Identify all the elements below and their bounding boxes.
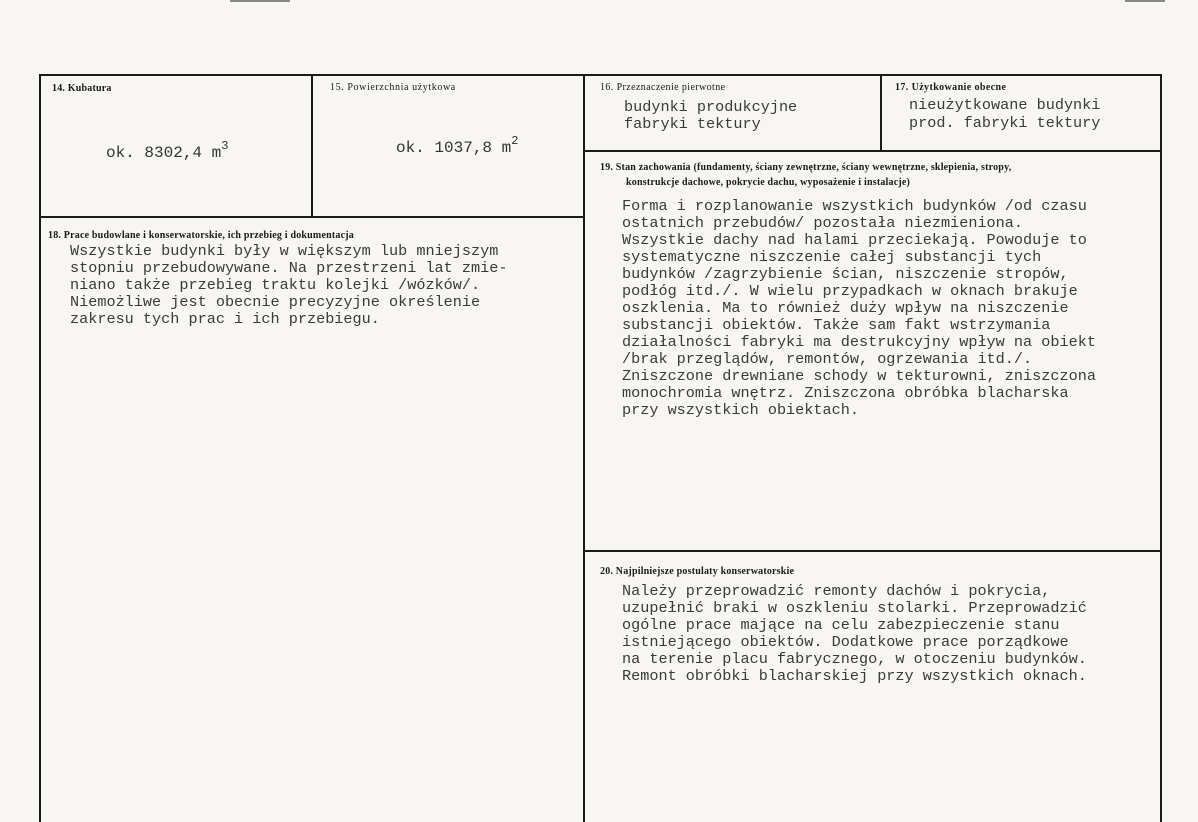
field-15-value xyxy=(396,134,518,157)
field-18-line: stopniu przebudowywane. Na przestrzeni lat zmie- xyxy=(70,259,508,277)
field-18-line: Niemożliwe jest obecnie precyzyjne określenie xyxy=(70,293,481,311)
field-19-line: przy wszystkich obiektach. xyxy=(622,401,859,419)
grid-line-14-15 xyxy=(311,74,313,218)
field-15-number: ok. 1037,8 m xyxy=(396,139,512,157)
grid-line-under-19 xyxy=(583,550,1162,552)
field-20-line: istniejącego obiektów. Dodatkowe prace porządkowe xyxy=(622,633,1069,651)
field-18-line: Wszystkie budynki były w większym lub mniejszym xyxy=(70,242,499,260)
field-19-label-line1: 19. Stan zachowania (fundamenty, ściany zewnętrzne, ściany wewnętrzne, sklepienia, stropy, xyxy=(600,162,1012,173)
grid-line-16-17 xyxy=(880,74,882,152)
field-14-exponent: 3 xyxy=(221,139,229,153)
field-20-line: Remont obróbki blacharskiej przy wszystkich oknach. xyxy=(622,667,1087,685)
field-19-line: substancji obiektów. Także sam fakt wstrzymania xyxy=(622,316,1051,334)
field-17-label: 17. Użytkowanie obecne xyxy=(895,82,1007,93)
field-16-line: fabryki tektury xyxy=(624,115,761,133)
grid-line-under-14-15 xyxy=(39,216,585,218)
grid-line-right xyxy=(1160,74,1162,822)
field-20-line: Należy przeprowadzić remonty dachów i pokrycia, xyxy=(622,582,1051,600)
field-19-line: ostatnich przebudów/ pozostała niezmieniona. xyxy=(622,214,1024,232)
field-19-line: Wszystkie dachy nad halami przeciekają. Powoduje to xyxy=(622,231,1087,249)
field-19-line: monochromia wnętrz. Zniszczona obróbka blacharska xyxy=(622,384,1069,402)
grid-line-top xyxy=(39,74,1162,76)
field-18-label: 18. Prace budowlane i konserwatorskie, ich przebieg i dokumentacja xyxy=(48,230,354,241)
field-20-label: 20. Najpilniejsze postulaty konserwatorskie xyxy=(600,566,795,577)
field-20-line: ogólne prace mające na celu zabezpieczenie stanu xyxy=(622,616,1060,634)
field-19-line: systematyczne niszczenie całej substancji tych xyxy=(622,248,1042,266)
field-19-line: Forma i rozplanowanie wszystkich budynków /od czasu xyxy=(622,197,1087,215)
field-14-label: 14. Kubatura xyxy=(52,83,112,94)
field-19-line: budynków /zagrzybienie ścian, niszczenie stropów, xyxy=(622,265,1069,283)
field-15-exponent: 2 xyxy=(511,134,519,148)
field-19-line: podłóg itd./. W wielu przypadkach w oknach brakuje xyxy=(622,282,1078,300)
grid-line-left-outer xyxy=(39,74,41,822)
field-19-line: Zniszczone drewniane schody w tekturowni, zniszczona xyxy=(622,367,1096,385)
field-17-line: nieużytkowane budynki xyxy=(909,96,1101,114)
field-17-line: prod. fabryki tektury xyxy=(909,114,1101,132)
field-15-label: 15. Powierzchnia użytkowa xyxy=(330,82,456,93)
grid-line-under-16-17 xyxy=(583,150,1162,152)
field-20-line: na terenie placu fabrycznego, w otoczeniu budynków. xyxy=(622,650,1087,668)
field-18-line: niano także przebieg traktu kolejki /wózków/. xyxy=(70,276,481,294)
field-16-label: 16. Przeznaczenie pierwotne xyxy=(600,82,726,93)
grid-line-center xyxy=(583,74,585,822)
field-19-label-line2: konstrukcje dachowe, pokrycie dachu, wyposażenie i instalacje) xyxy=(626,177,911,188)
field-20-line: uzupełnić braki w oszkleniu stolarki. Przeprowadzić xyxy=(622,599,1087,617)
field-16-line: budynki produkcyjne xyxy=(624,98,798,116)
top-edge-mark xyxy=(1125,0,1165,2)
top-edge-mark xyxy=(230,0,290,2)
field-14-value xyxy=(106,139,228,162)
field-18-line: zakresu tych prac i ich przebiegu. xyxy=(70,310,380,328)
field-19-line: /brak przeglądów, remontów, ogrzewania itd./. xyxy=(622,350,1033,368)
field-19-line: działalności fabryki ma destrukcyjny wpływ na obiekt xyxy=(622,333,1096,351)
field-19-line: oszklenia. Ma to również duży wpływ na niszczenie xyxy=(622,299,1069,317)
field-14-number: ok. 8302,4 m xyxy=(106,144,222,162)
